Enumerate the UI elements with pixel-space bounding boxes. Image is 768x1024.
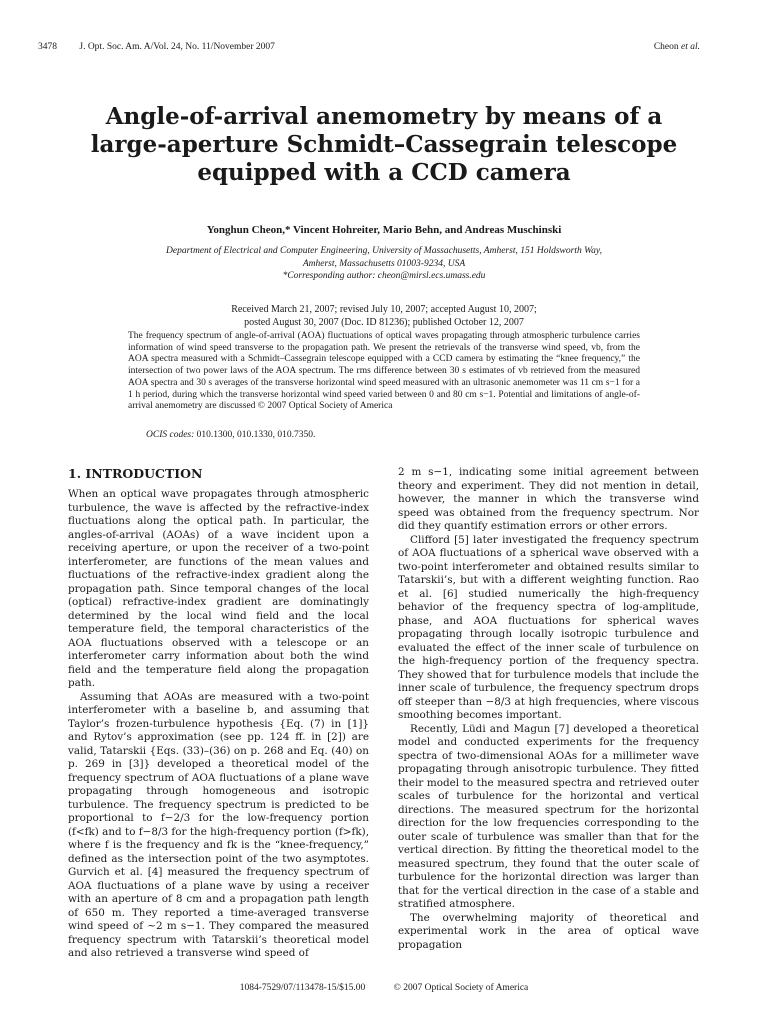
paragraph: Recently, Lüdi and Magun [7] developed a theoretical model and conducted experiments for the frequency spectra of two-dimensional AOAs for a millimeter wave propagating through anisotropic turbulence. They fitted their model to the measured spectra and retrieved outer scales of turbulence for the horizontal and vertical directions. The measured spectrum for the horizontal direction for the low frequencies corresponding to the outer scale of turbulence was smaller than that for the vertical direction. By fitting the theoretical model to the measured spectrum, they found that the outer scale of turbulence for the horizontal direction was larger than that for the vertical direction in the case of a stable and stratified atmosphere. xyxy=(398,722,699,910)
issn: 1084-7529/07/113478-15/$15.00 xyxy=(239,983,366,993)
section-heading: 1. INTRODUCTION xyxy=(68,466,203,481)
running-author: Cheon xyxy=(653,42,679,52)
author-list: Yonghun Cheon,* Vincent Hohreiter, Mario Behn, and Andreas Muschinski xyxy=(206,224,562,236)
abstract: The frequency spectrum of angle-of-arrival (AOA) fluctuations of optical waves propagating through atmospheric turbulence carries information of wind speed transverse to the propagation path. We present the retrievals of the transverse wind speed, vb, from the AOA spectra measured with a Schmidt–Cassegrain telescope equipped with a CCD camera by estimating the “knee frequency,” the intersection of two power laws of the AOA spectrum. The rms difference between 30 s estimates of vb retrieved from the measured AOA spectra and 30 s averages of the transverse horizontal wind speed measured with an ultrasonic anemometer was 11 cm s−1 for a 1 h period, during which the transverse horizontal wind speed varied between 0 and 80 cm s−1. Potential and limitations of angle-of-arrival anemometry are discussed © 2007 Optical Society of America xyxy=(128,331,640,412)
right-column xyxy=(398,466,699,952)
affiliation xyxy=(110,245,658,283)
paragraph: Assuming that AOAs are measured with a two-point interferometer with a baseline b, and assuming that Taylor’s frozen-turbulence hypothesis {Eq. (7) in [1]} and Rytov’s approximation (see pp. 124 ff. in [2]) are valid, Tatarskii {Eqs. (33)–(36) on p. 268 and Eq. (40) on p. 269 in [3]} developed a theoretical model of the frequency spectrum of AOA fluctuations of a plane wave propagating through homogeneous and isotropic turbulence. The frequency spectrum is predicted to be proportional to f−2/3 for the low-frequency portion (f<fk) and to f−8/3 for the high-frequency portion (f>fk), where f is the frequency and fk is the “knee-frequency,” defined as the intersection point of the two asymptotes. Gurvich et al. [4] measured the frequency spectrum of AOA fluctuations of a plane wave by using a receiver with an aperture of 8 cm and a propagation path length of 650 m. They reported a time-averaged transverse wind speed of ~2 m s−1. They compared the measured frequency spectrum with Tatarskii’s theoretical model and also retrieved a transverse wind speed of xyxy=(68,690,369,959)
publication-dates xyxy=(110,304,658,329)
copyright: © 2007 Optical Society of America xyxy=(393,983,529,993)
paragraph: When an optical wave propagates through atmospheric turbulence, the wave is affected by the refractive-index fluctuations along the optical path. In particular, the angles-of-arrival (AOAs) of a wave incident upon a receiving aperture, or upon the receiver of a two-point interferometer, are functions of the mean values and fluctuations of the refractive-index gradient along the propagation path. Since temporal changes of the local (optical) refractive-index gradient are dominatingly determined by the local wind field and the local temperature field, the temporal characteristics of the AOA fluctuations observed with a telescope or an interferometer carry information about both the wind field and the temperature field along the propagation path. xyxy=(68,488,369,689)
left-column xyxy=(68,466,369,961)
ocis-codes xyxy=(146,430,315,440)
journal-citation: J. Opt. Soc. Am. A/Vol. 24, No. 11/November 2007 xyxy=(79,42,275,52)
page-number: 3478 xyxy=(38,42,57,52)
dates-line-1: Received March 21, 2007; revised July 10, 2007; accepted August 10, 2007; xyxy=(231,304,537,315)
paragraph: Clifford [5] later investigated the frequency spectrum of AOA fluctuations of a spherical wave observed with a two-point interferometer and obtained results similar to Tatarskii’s, but with a different weighting function. Rao et al. [6] studied numerically the high-frequency behavior of the frequency spectra of log-amplitude, phase, and AOA fluctuations for spherical waves propagating through locally isotropic turbulence and evaluated the effect of the inner scale of turbulence on the high-frequency portion of the frequency spectra. They showed that for turbulence models that include the inner scale of turbulence, the frequency spectrum drops off steeper than −8/3 at high frequencies, where viscous smoothing becomes important. xyxy=(398,533,699,721)
ocis-values: 010.1300, 010.1330, 010.7350. xyxy=(196,430,316,440)
corresponding-author: *Corresponding author: cheon@mirsl.ecs.umass.edu xyxy=(282,271,486,281)
running-author-suffix: et al. xyxy=(681,42,700,52)
paragraph: The overwhelming majority of theoretical and experimental work in the area of optical wave propagation xyxy=(398,911,699,951)
paragraph: 2 m s−1, indicating some initial agreement between theory and experiment. They did not mention in detail, however, the manner in which the transverse wind speed was obtained from the frequency spectrum. Nor did they quantify estimation errors or other errors. xyxy=(398,466,699,532)
running-header-left xyxy=(38,42,275,52)
affiliation-line-2: Amherst, Massachusetts 01003-9234, USA xyxy=(302,258,466,269)
dates-line-2: posted August 30, 2007 (Doc. ID 81236); published October 12, 2007 xyxy=(244,316,524,328)
page-footer xyxy=(0,983,768,993)
affiliation-line-1: Department of Electrical and Computer Engineering, University of Massachusetts, Amherst, 151 Holdsworth Way, xyxy=(166,246,602,256)
paper-title: Angle-of-arrival anemometry by means of a large-aperture Schmidt–Cassegrain telescope equipped with a CCD camera xyxy=(90,103,678,186)
running-header-right xyxy=(654,42,700,52)
ocis-label: OCIS codes: xyxy=(146,430,195,440)
